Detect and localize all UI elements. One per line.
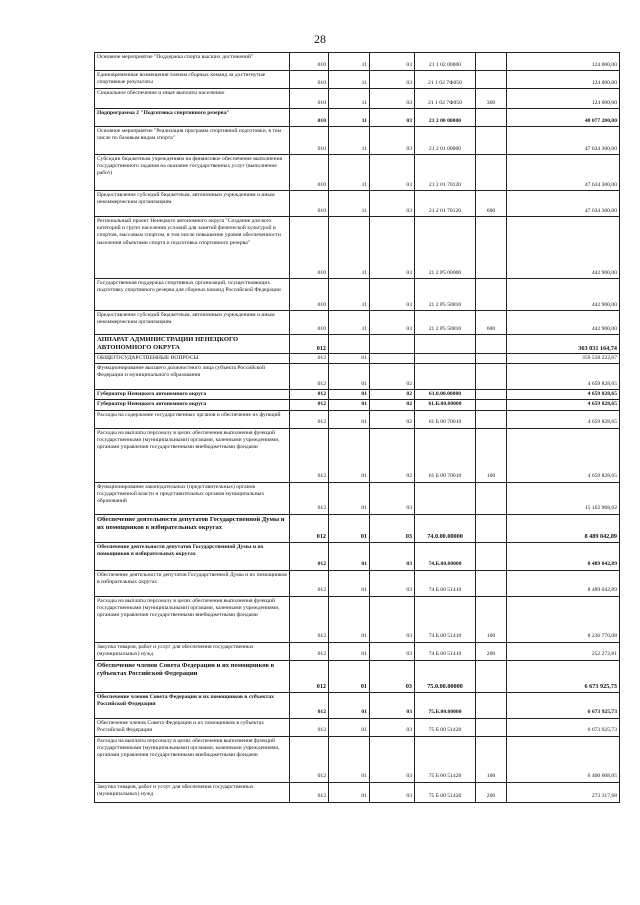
row-subsection-code: 02 [370, 410, 415, 428]
row-subsection-code: 03 [370, 191, 415, 217]
row-subsection-code: 02 [370, 428, 415, 482]
row-amount: 273 317,68 [507, 782, 620, 802]
row-grbs-code: 012 [290, 354, 329, 364]
row-name: Расходы на выплаты персоналу в целях обеспечения выполнения функций государственными (муниципальными) органами, казенными учреждениями, органами управления государственными внебюджетными фондами [95, 596, 290, 642]
row-expense-type [476, 400, 507, 410]
row-name: Закупка товаров, работ и услуг для обеспечения государственных (муниципальных) нужд [95, 782, 290, 802]
row-subsection-code: 03 [370, 782, 415, 802]
row-amount: 442 900,00 [507, 217, 620, 279]
row-amount: 363 031 164,74 [507, 335, 620, 354]
row-grbs-code: 012 [290, 428, 329, 482]
table-row [95, 410, 620, 428]
row-grbs-code: 010 [290, 191, 329, 217]
row-name: Предоставление субсидий бюджетным, автономным учреждениям и иным некоммерческим организациям [95, 191, 290, 217]
row-name: Губернатор Ненецкого автономного округа [95, 390, 290, 400]
row-name: Функционирование высшего должностного лица субъекта Российской Федерации и муниципального образования [95, 364, 290, 390]
row-target-article: 74.Б.00.00000 [415, 542, 476, 570]
row-subsection-code: 03 [370, 596, 415, 642]
row-section-code: 11 [329, 127, 370, 155]
row-grbs-code: 010 [290, 53, 329, 71]
row-target-article: 21 2 00 00000 [415, 109, 476, 127]
row-target-article: 61 Б 00 70010 [415, 410, 476, 428]
row-name: Губернатор Ненецкого автономного округа [95, 400, 290, 410]
row-expense-type [476, 217, 507, 279]
row-amount: 252 272,81 [507, 642, 620, 660]
row-amount: 47 634 300,00 [507, 127, 620, 155]
row-expense-type [476, 718, 507, 736]
row-grbs-code: 010 [290, 127, 329, 155]
row-section-code: 01 [329, 354, 370, 364]
table-row [95, 354, 620, 364]
row-subsection-code: 03 [370, 127, 415, 155]
table-row [95, 514, 620, 542]
row-expense-type: 100 [476, 736, 507, 782]
row-amount: 8 489 042,89 [507, 542, 620, 570]
row-target-article: 21 1 02 00000 [415, 53, 476, 71]
row-grbs-code: 012 [290, 736, 329, 782]
row-name: Государственная поддержка спортивных организаций, осуществляющих подготовку спортивного резерва для сборных команд Российской Федерации [95, 279, 290, 311]
row-amount: 8 489 042,89 [507, 514, 620, 542]
table-row [95, 127, 620, 155]
row-expense-type [476, 127, 507, 155]
row-section-code: 01 [329, 428, 370, 482]
row-section-code: 11 [329, 279, 370, 311]
row-name: Предоставление субсидий бюджетным, автономным учреждениям и иным некоммерческим организациям [95, 311, 290, 335]
row-amount: 8 236 770,08 [507, 596, 620, 642]
row-target-article: 61.Б.00.00000 [415, 400, 476, 410]
row-section-code: 01 [329, 660, 370, 692]
row-target-article: 75.0.00.00000 [415, 660, 476, 692]
row-amount: 15 162 968,62 [507, 482, 620, 514]
row-target-article [415, 354, 476, 364]
row-section-code: 01 [329, 570, 370, 596]
row-section-code: 01 [329, 692, 370, 718]
row-target-article: 74 Б 00 51410 [415, 596, 476, 642]
row-target-article [415, 482, 476, 514]
row-name: ОБЩЕГОСУДАРСТВЕННЫЕ ВОПРОСЫ [95, 354, 290, 364]
row-subsection-code: 02 [370, 400, 415, 410]
row-expense-type [476, 354, 507, 364]
row-target-article: 75 Б 00 51420 [415, 718, 476, 736]
table-row [95, 109, 620, 127]
row-section-code: 01 [329, 364, 370, 390]
row-target-article: 74.0.00.00000 [415, 514, 476, 542]
row-subsection-code: 03 [370, 570, 415, 596]
row-section-code: 11 [329, 311, 370, 335]
row-subsection-code: 03 [370, 71, 415, 89]
row-expense-type [476, 410, 507, 428]
table-row [95, 364, 620, 390]
row-subsection-code: 03 [370, 279, 415, 311]
row-grbs-code: 012 [290, 390, 329, 400]
row-target-article: 61 Б 00 70010 [415, 428, 476, 482]
table-row [95, 782, 620, 802]
row-section-code: 01 [329, 782, 370, 802]
row-name: Обеспечение членов Совета Федерации и их помощников в субъектах Российской Федерации [95, 692, 290, 718]
row-amount: 6 673 925,73 [507, 718, 620, 736]
row-subsection-code: 03 [370, 736, 415, 782]
row-section-code: 01 [329, 390, 370, 400]
row-name: Региональный проект Ненецкого автономного округа "Создание для всех категорий и групп населения условий для занятий физической культурой и спортом, массовым спортом, в том числе повышение уровня обеспеченности населения объектами спорта и подготовка спортивного резерва" [95, 217, 290, 279]
row-section-code: 11 [329, 53, 370, 71]
row-expense-type: 100 [476, 428, 507, 482]
row-name: Расходы на содержание государственных органов и обеспечение их функций [95, 410, 290, 428]
table-row [95, 428, 620, 482]
row-grbs-code: 012 [290, 335, 329, 354]
row-name: Обеспечение членов Совета Федерации и их помощников в субъектах Российской Федерации [95, 660, 290, 692]
row-expense-type [476, 660, 507, 692]
row-subsection-code: 03 [370, 542, 415, 570]
row-grbs-code: 012 [290, 782, 329, 802]
row-subsection-code [370, 335, 415, 354]
table-row [95, 89, 620, 109]
row-amount: 6 673 925,73 [507, 692, 620, 718]
row-section-code: 01 [329, 482, 370, 514]
row-amount: 124 000,00 [507, 71, 620, 89]
row-section-code: 11 [329, 89, 370, 109]
budget-table [94, 52, 620, 803]
row-amount: 48 077 200,00 [507, 109, 620, 127]
row-amount: 6 673 925,73 [507, 660, 620, 692]
row-name: Единовременные возмещения членам сборных команд за достигнутые спортивные результаты [95, 71, 290, 89]
row-amount: 47 634 300,00 [507, 191, 620, 217]
row-name: Субсидии бюджетным учреждениям на финансовое обеспечение выполнения государственного задания на оказание государственных услуг (выполнение работ) [95, 155, 290, 191]
row-expense-type [476, 71, 507, 89]
row-section-code: 01 [329, 642, 370, 660]
row-section-code: 01 [329, 514, 370, 542]
row-subsection-code: 03 [370, 217, 415, 279]
row-section-code: 11 [329, 217, 370, 279]
row-target-article: 21 2 01 70120 [415, 191, 476, 217]
row-amount: 4 659 828,65 [507, 390, 620, 400]
row-target-article [415, 335, 476, 354]
row-section-code [329, 335, 370, 354]
row-subsection-code: 03 [370, 155, 415, 191]
row-target-article: 21 1 02 7Ф050 [415, 71, 476, 89]
row-grbs-code: 010 [290, 311, 329, 335]
row-expense-type [476, 279, 507, 311]
row-expense-type [476, 692, 507, 718]
row-name: Подпрограмма 2 "Подготовка спортивного резерва" [95, 109, 290, 127]
row-expense-type [476, 390, 507, 400]
row-expense-type [476, 335, 507, 354]
row-grbs-code: 012 [290, 410, 329, 428]
row-section-code: 01 [329, 736, 370, 782]
table-row [95, 390, 620, 400]
row-expense-type [476, 514, 507, 542]
table-row [95, 570, 620, 596]
row-section-code: 01 [329, 542, 370, 570]
row-expense-type: 300 [476, 89, 507, 109]
row-subsection-code: 03 [370, 311, 415, 335]
table-row [95, 660, 620, 692]
row-expense-type: 600 [476, 311, 507, 335]
table-row [95, 279, 620, 311]
table-row [95, 155, 620, 191]
row-target-article: 21 2 P5 50810 [415, 279, 476, 311]
row-expense-type: 200 [476, 782, 507, 802]
row-name: Закупка товаров, работ и услуг для обеспечения государственных (муниципальных) нужд [95, 642, 290, 660]
row-grbs-code: 010 [290, 71, 329, 89]
row-target-article: 21 2 P5 00000 [415, 217, 476, 279]
row-amount: 4 659 828,65 [507, 400, 620, 410]
row-target-article: 21 2 01 70120 [415, 155, 476, 191]
row-target-article: 21 1 02 7Ф050 [415, 89, 476, 109]
row-grbs-code: 010 [290, 89, 329, 109]
table-row [95, 718, 620, 736]
row-expense-type: 200 [476, 642, 507, 660]
row-name: Обеспечение деятельности депутатов Государственной Думы и их помощников в избирательных округах [95, 570, 290, 596]
row-expense-type [476, 155, 507, 191]
row-expense-type: 600 [476, 191, 507, 217]
row-name: Обеспечение деятельности депутатов Государственной Думы и их помощников в избирательных округах [95, 514, 290, 542]
table-row [95, 71, 620, 89]
row-target-article [415, 364, 476, 390]
row-amount: 6 400 608,05 [507, 736, 620, 782]
row-target-article: 21 2 P5 50810 [415, 311, 476, 335]
table-row [95, 482, 620, 514]
row-subsection-code: 03 [370, 514, 415, 542]
row-target-article: 75 Б 00 51420 [415, 736, 476, 782]
row-subsection-code: 03 [370, 482, 415, 514]
row-grbs-code: 012 [290, 482, 329, 514]
table-row [95, 335, 620, 354]
row-amount: 4 659 828,65 [507, 410, 620, 428]
row-name: Обеспечение членов Совета Федерации и их помощников в субъектах Российской Федерации [95, 718, 290, 736]
row-name: АППАРАТ АДМИНИСТРАЦИИ НЕНЕЦКОГО АВТОНОМНОГО ОКРУГА [95, 335, 290, 354]
row-target-article: 74 Б 00 51410 [415, 642, 476, 660]
row-section-code: 01 [329, 596, 370, 642]
row-amount: 359 518 222,67 [507, 354, 620, 364]
row-amount: 4 659 828,65 [507, 428, 620, 482]
table-row [95, 596, 620, 642]
row-amount: 442 900,00 [507, 279, 620, 311]
table-row [95, 736, 620, 782]
page-number: 28 [314, 32, 326, 46]
row-subsection-code: 03 [370, 89, 415, 109]
row-grbs-code: 012 [290, 570, 329, 596]
row-name: Основное мероприятие "Реализация программ спортивной подготовки, в том числе по базовым видам спорта" [95, 127, 290, 155]
row-amount: 4 659 828,65 [507, 364, 620, 390]
row-amount: 8 489 042,89 [507, 570, 620, 596]
row-grbs-code: 010 [290, 109, 329, 127]
row-subsection-code: 03 [370, 660, 415, 692]
row-grbs-code: 012 [290, 542, 329, 570]
row-section-code: 01 [329, 400, 370, 410]
row-expense-type [476, 570, 507, 596]
row-subsection-code: 02 [370, 390, 415, 400]
row-expense-type [476, 482, 507, 514]
row-expense-type: 100 [476, 596, 507, 642]
row-section-code: 01 [329, 410, 370, 428]
row-grbs-code: 012 [290, 660, 329, 692]
table-row [95, 642, 620, 660]
row-grbs-code: 012 [290, 718, 329, 736]
row-grbs-code: 012 [290, 692, 329, 718]
table-row [95, 311, 620, 335]
row-expense-type [476, 364, 507, 390]
row-amount: 47 634 300,00 [507, 155, 620, 191]
row-grbs-code: 012 [290, 400, 329, 410]
row-target-article: 21 2 01 00000 [415, 127, 476, 155]
row-grbs-code: 012 [290, 596, 329, 642]
row-subsection-code: 03 [370, 718, 415, 736]
row-name: Основное мероприятие "Поддержка спорта высших достижений" [95, 53, 290, 71]
row-section-code: 11 [329, 71, 370, 89]
row-expense-type [476, 109, 507, 127]
row-subsection-code: 03 [370, 53, 415, 71]
table-row [95, 217, 620, 279]
row-name: Обеспечение деятельности депутатов Государственной Думы и их помощников в избирательных округах [95, 542, 290, 570]
row-name: Социальное обеспечение и иные выплаты населению [95, 89, 290, 109]
row-expense-type [476, 53, 507, 71]
row-subsection-code: 03 [370, 642, 415, 660]
row-amount: 124 000,00 [507, 53, 620, 71]
row-expense-type [476, 542, 507, 570]
row-grbs-code: 010 [290, 217, 329, 279]
row-section-code: 11 [329, 155, 370, 191]
row-grbs-code: 012 [290, 642, 329, 660]
table-row [95, 692, 620, 718]
row-section-code: 01 [329, 718, 370, 736]
row-subsection-code: 03 [370, 692, 415, 718]
row-subsection-code: 02 [370, 364, 415, 390]
row-subsection-code: 03 [370, 109, 415, 127]
row-name: Расходы на выплаты персоналу в целях обеспечения выполнения функций государственными (муниципальными) органами, казенными учреждениями, органами управления государственными внебюджетными фондами [95, 736, 290, 782]
row-target-article: 75 Б 00 51420 [415, 782, 476, 802]
row-target-article: 75.Б.00.00000 [415, 692, 476, 718]
row-target-article: 61.0.00.00000 [415, 390, 476, 400]
row-amount: 124 000,00 [507, 89, 620, 109]
row-section-code: 11 [329, 191, 370, 217]
row-target-article: 74 Б 00 51410 [415, 570, 476, 596]
row-grbs-code: 012 [290, 514, 329, 542]
table-row [95, 191, 620, 217]
row-section-code: 11 [329, 109, 370, 127]
row-amount: 442 900,00 [507, 311, 620, 335]
row-grbs-code: 010 [290, 155, 329, 191]
row-grbs-code: 012 [290, 364, 329, 390]
row-name: Функционирование законодательных (представительных) органов государственной власти и представительных органов муниципальных образований [95, 482, 290, 514]
table-row [95, 53, 620, 71]
table-row [95, 542, 620, 570]
row-grbs-code: 010 [290, 279, 329, 311]
row-subsection-code [370, 354, 415, 364]
row-name: Расходы на выплаты персоналу в целях обеспечения выполнения функций государственными (муниципальными) органами, казенными учреждениями, органами управления государственными внебюджетными фондами [95, 428, 290, 482]
table-row [95, 400, 620, 410]
